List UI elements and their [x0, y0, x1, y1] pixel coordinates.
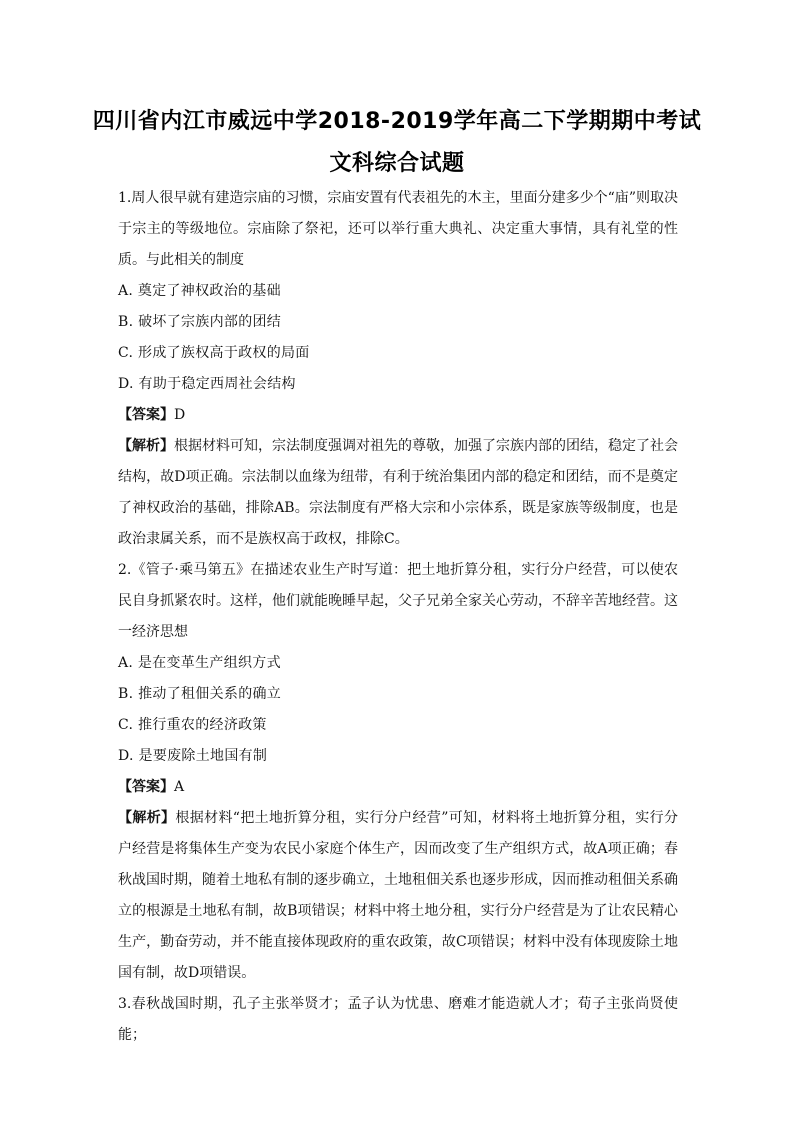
question-2-option-c: C. 推行重农的经济政策 [118, 717, 267, 733]
question-2-option-d: D. 是要废除土地国有制 [118, 748, 268, 764]
analysis-label: 【解析】 [118, 810, 176, 826]
question-2-option-a: A. 是在变革生产组织方式 [118, 655, 281, 671]
question-1-stem: 1.周人很早就有建造宗庙的习惯，宗庙安置有代表祖先的木主，里面分建多少个“庙”则取决于宗主的等级地位。宗庙除了祭祀，还可以举行重大典礼、决定重大事情，具有礼堂的性质。与此相关的制度 [118, 190, 678, 268]
question-2-answer [118, 772, 678, 803]
question-1-option-b: B. 破坏了宗族内部的团结 [118, 314, 282, 330]
answer-value: A [174, 779, 185, 795]
document-body [118, 183, 678, 1051]
question-2-stem: 2.《管子·乘马第五》在描述农业生产时写道：把土地折算分租，实行分户经营，可以使农民自身抓紧农时。这样，他们就能晚睡早起，父子兄弟全家关心劳动，不辞辛苦地经营。这一经济思想 [118, 562, 678, 640]
analysis-text: 根据材料可知，宗法制度强调对祖先的尊敬，加强了宗族内部的团结，稳定了社会结构，故D项正确。宗法制以血缘为纽带，有利于统治集团内部的稳定和团结，而不是奠定了神权政治的基础，排除AB。宗法制度有严格大宗和小宗体系，既是家族等级制度，也是政治隶属关系，而不是族权高于政权，排除C。 [118, 438, 678, 547]
question-1-option-c: C. 形成了族权高于政权的局面 [118, 345, 310, 361]
question-2-analysis [118, 803, 678, 989]
question-1-analysis [118, 431, 678, 555]
question-1-option-d: D. 有助于稳定西周社会结构 [118, 376, 296, 392]
question-1-option-a: A. 奠定了神权政治的基础 [118, 283, 281, 299]
document-subtitle: 文科综合试题 [329, 151, 465, 176]
question-2-option-b: B. 推动了租佃关系的确立 [118, 686, 282, 702]
document-title: 四川省内江市威远中学2018-2019学年高二下学期期中考试 [92, 109, 702, 134]
analysis-text: 根据材料“把土地折算分租，实行分户经营”可知，材料将土地折算分租，实行分户经营是将集体生产变为农民小家庭个体生产，因而改变了生产组织方式，故A项正确；春秋战国时期，随着土地私有制的逐步确立，土地租佃关系也逐步形成，因而推动租佃关系确立的根源是土地私有制，故B项错误；材料中将土地分租，实行分户经营是为了让农民精心生产，勤奋劳动，并不能直接体现政府的重农政策，故C项错误；材料中没有体现废除土地国有制，故D项错误。 [118, 810, 679, 981]
question-1-answer [118, 400, 678, 431]
question-3-stem: 3.春秋战国时期，孔子主张举贤才；孟子认为忧患、磨难才能造就人才；荀子主张尚贤使能； [118, 996, 678, 1043]
analysis-label: 【解析】 [118, 438, 174, 454]
answer-label: 【答案】 [118, 779, 174, 795]
answer-value: D [174, 407, 186, 423]
answer-label: 【答案】 [118, 407, 174, 423]
